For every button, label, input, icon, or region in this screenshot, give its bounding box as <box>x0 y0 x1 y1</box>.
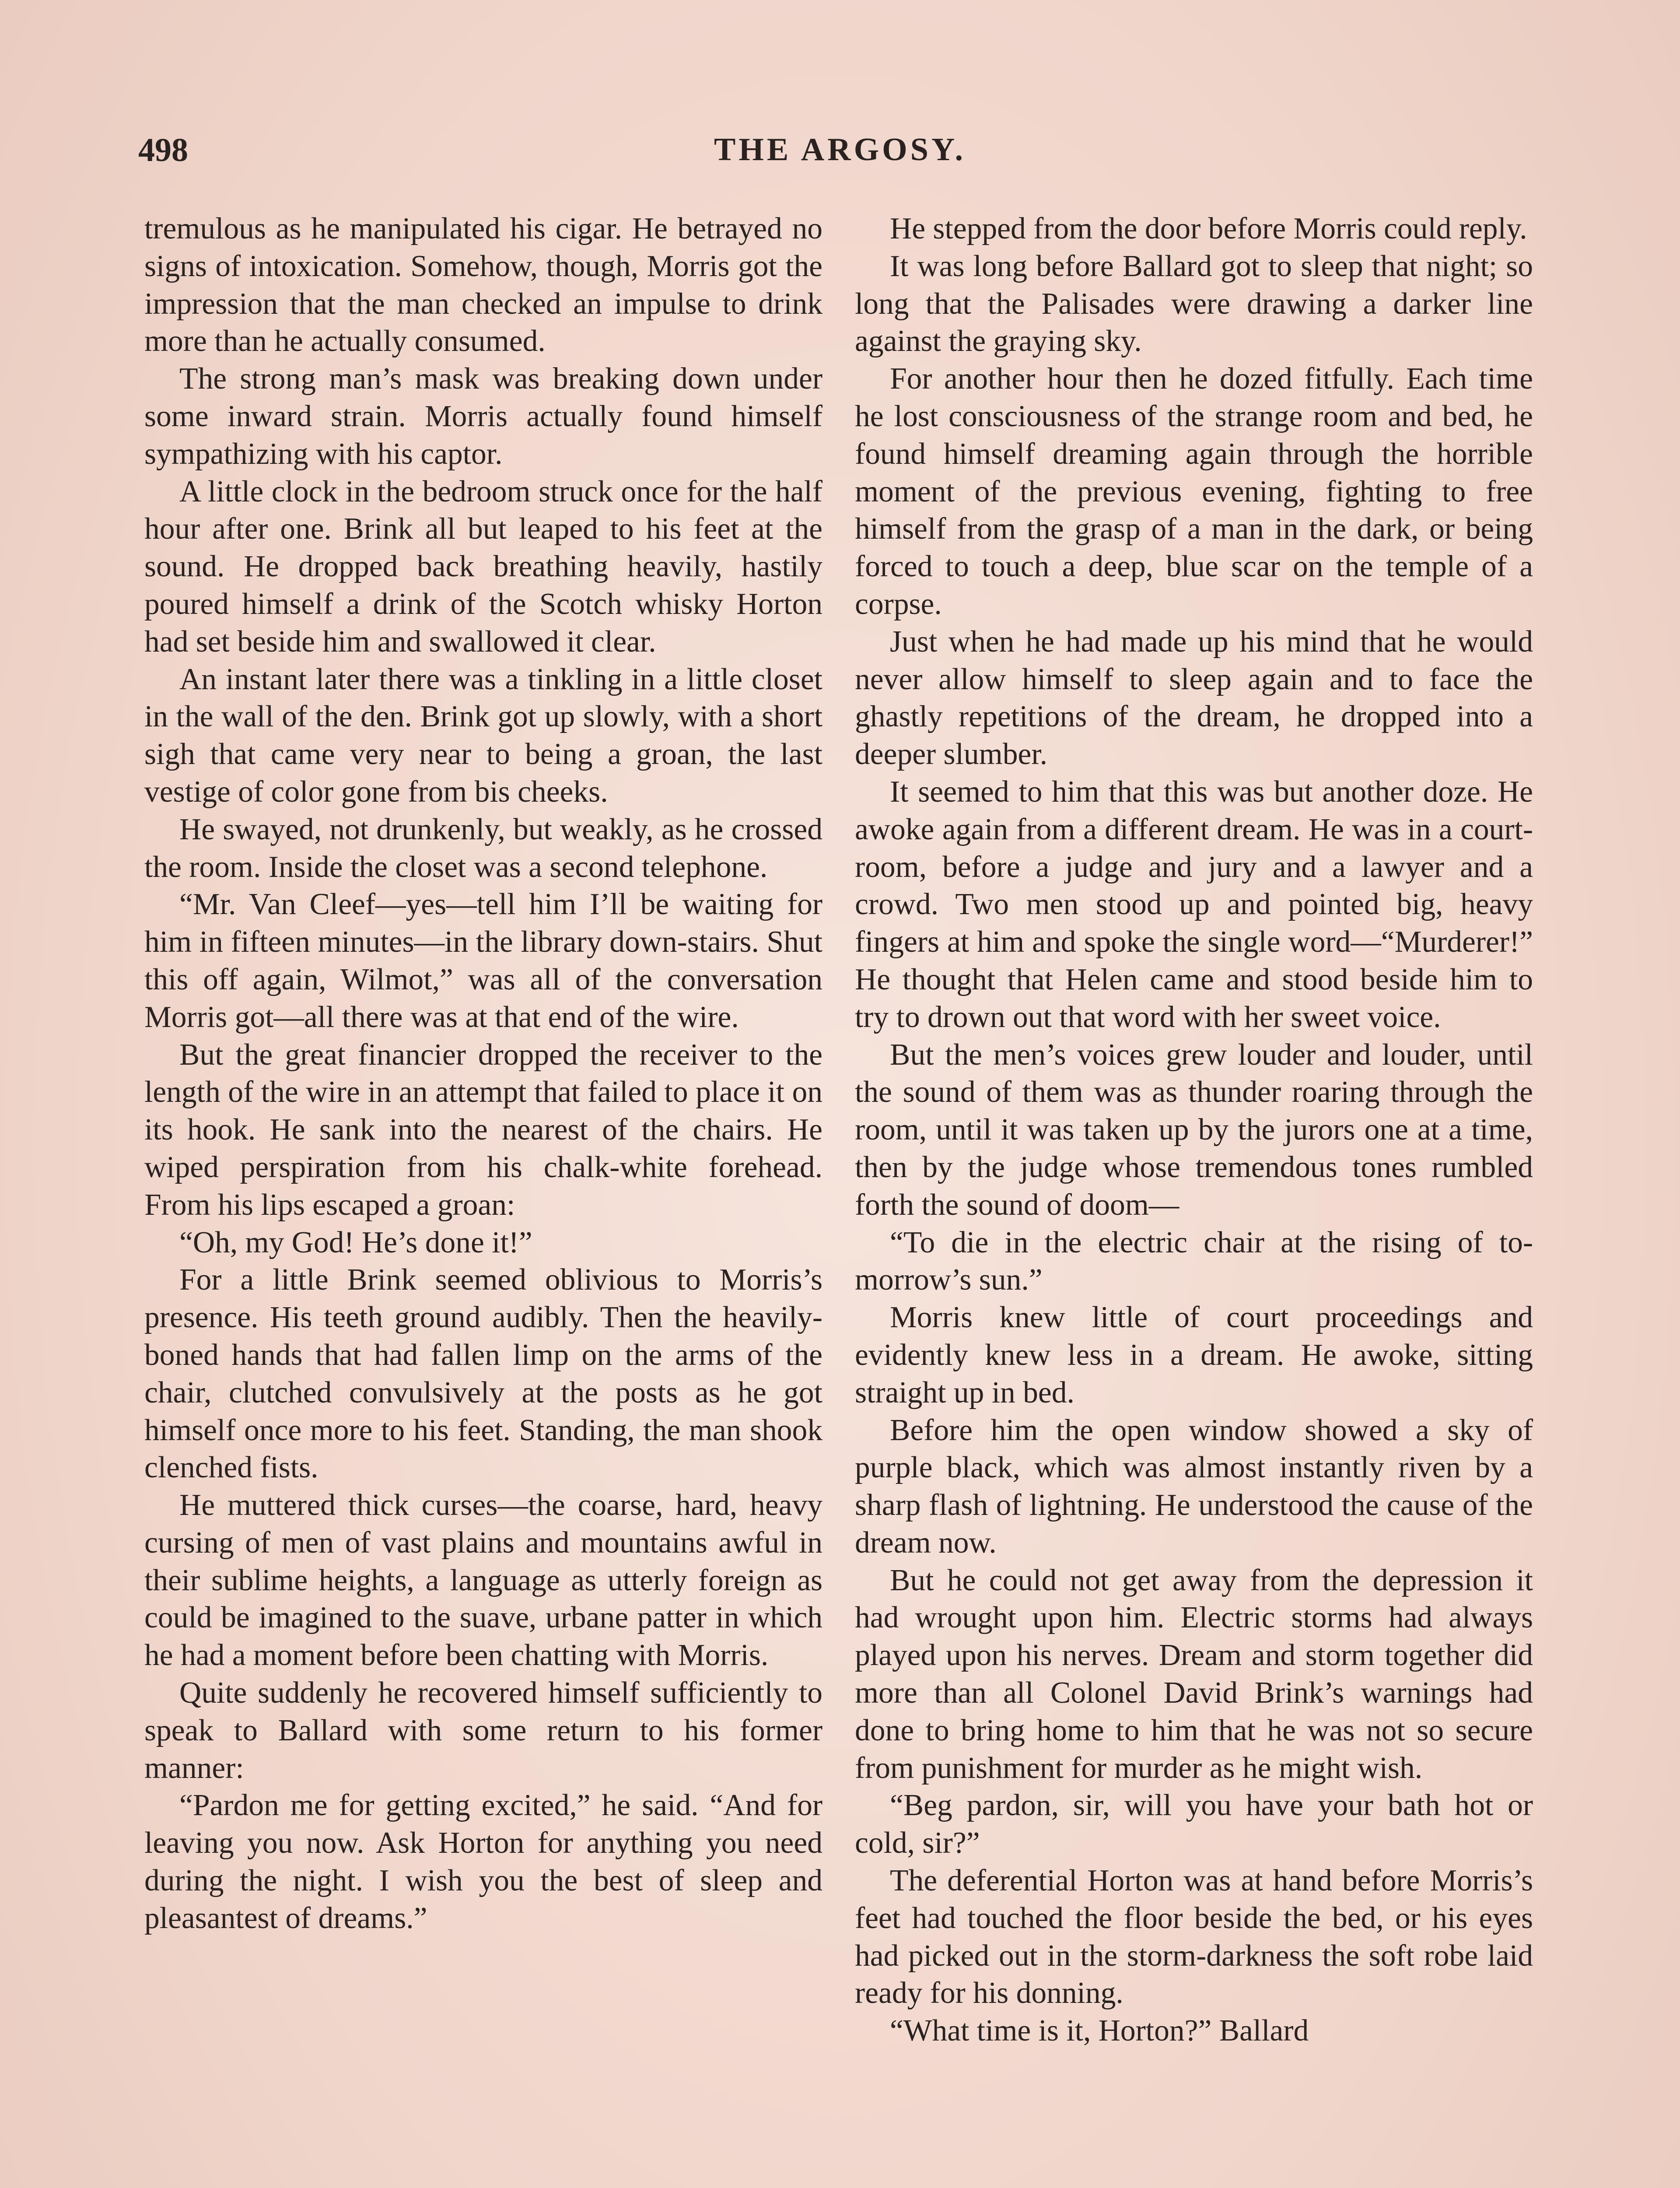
paragraph: He muttered thick curses—the coarse, hard, heavy cursing of men of vast plains and mountains awful in their sublime heights, a language as utterly foreign as could be imagined to the suave, urbane patter in which he had a moment before been chatting with Morris. <box>144 1488 822 1673</box>
paragraph: “Pardon me for getting excited,” he said. “And for leaving you now. Ask Horton for anything you need during the night. I wish you the best of sleep and pleasantest of dreams.” <box>144 1788 822 1935</box>
page-header <box>138 131 1542 179</box>
paragraph: “To die in the electric chair at the rising of to-morrow’s sun.” <box>855 1225 1533 1297</box>
paragraph: Just when he had made up his mind that he would never allow himself to sleep again and to face the ghastly repetitions of the dream, he dropped into a deeper slumber. <box>855 624 1533 771</box>
paragraph: But he could not get away from the depression it had wrought upon him. Electric storms had always played upon his nerves. Dream and storm together did more than all Colonel David Brink’s warnings had done to bring home to him that he was not so secure from punishment for murder as he might wish. <box>855 1563 1533 1785</box>
running-title: THE ARGOSY. <box>714 132 966 168</box>
paragraph: The deferential Horton was at hand before Morris’s feet had touched the floor beside the bed, or his eyes had picked out in the storm-darkness the soft robe laid ready for his donning. <box>855 1864 1533 2010</box>
paragraph: Before him the open window showed a sky of purple black, which was almost instantly riven by a sharp flash of lightning. He understood the cause of the dream now. <box>855 1413 1533 1560</box>
paragraph: The strong man’s mask was breaking down under some inward strain. Morris actually found himself sympathizing with his captor. <box>144 362 822 471</box>
paragraph: Morris knew little of court proceedings and evidently knew less in a dream. He awoke, sitting straight up in bed. <box>855 1301 1533 1410</box>
paragraph: tremulous as he manipulated his cigar. He betrayed no signs of intoxication. Somehow, though, Morris got the impression that the man checked an impulse to drink more than he actually consumed. <box>144 212 822 358</box>
left-column <box>144 210 822 2188</box>
paragraph: “Oh, my God! He’s done it!” <box>179 1225 532 1259</box>
paragraph: For another hour then he dozed fitfully. Each time he lost consciousness of the strange room and bed, he found himself dreaming again through the horrible moment of the previous evening, fighting to free himself from the grasp of a man in the dark, or being forced to touch a deep, blue scar on the temple of a corpse. <box>855 362 1533 621</box>
page-number: 498 <box>138 132 188 168</box>
paragraph: He swayed, not drunkenly, but weakly, as he crossed the room. Inside the closet was a second telephone. <box>144 812 822 884</box>
paragraph: It seemed to him that this was but another doze. He awoke again from a different dream. He was in a court-room, before a judge and jury and a lawyer and a crowd. Two men stood up and pointed big, heavy fingers at him and spoke the single word—“Murderer!” He thought that Helen came and stood beside him to try to drown out that word with her sweet voice. <box>855 775 1533 1034</box>
paragraph: For a little Brink seemed oblivious to Morris’s presence. His teeth ground audibly. Then the heavily-boned hands that had fallen limp on the arms of the chair, clutched convulsively at the posts as he got himself once more to his feet. Standing, the man shook clenched fists. <box>144 1263 822 1485</box>
paragraph: It was long before Ballard got to sleep that night; so long that the Palisades were drawing a darker line against the graying sky. <box>855 249 1533 358</box>
paragraph: But the great financier dropped the receiver to the length of the wire in an attempt that failed to place it on its hook. He sank into the nearest of the chairs. He wiped perspiration from his chalk-white forehead. From his lips escaped a groan: <box>144 1038 822 1222</box>
paragraph: “Mr. Van Cleef—yes—tell him I’ll be waiting for him in fifteen minutes—in the library down-stairs. Shut this off again, Wilmot,” was all of the conversation Morris got—all there was at that end of the wire. <box>144 887 822 1034</box>
paragraph: He stepped from the door before Morris could reply. <box>890 212 1527 245</box>
paragraph: An instant later there was a tinkling in a little closet in the wall of the den. Brink got up slowly, with a short sigh that came very near to being a groan, the last vestige of color gone from bis cheeks. <box>144 662 822 809</box>
paragraph: “Beg pardon, sir, will you have your bath hot or cold, sir?” <box>855 1788 1533 1860</box>
paragraph: Quite suddenly he recovered himself sufficiently to speak to Ballard with some return to his former manner: <box>144 1676 822 1785</box>
paragraph: “What time is it, Horton?” Ballard <box>890 2014 1309 2048</box>
right-column <box>855 210 1533 2188</box>
paragraph: But the men’s voices grew louder and louder, until the sound of them was as thunder roaring through the room, until it was taken up by the jurors one at a time, then by the judge whose tremendous tones rumbled forth the sound of doom— <box>855 1038 1533 1222</box>
paragraph: A little clock in the bedroom struck once for the half hour after one. Brink all but leaped to his feet at the sound. He dropped back breathing heavily, hastily poured himself a drink of the Scotch whisky Horton had set beside him and swallowed it clear. <box>144 474 822 659</box>
